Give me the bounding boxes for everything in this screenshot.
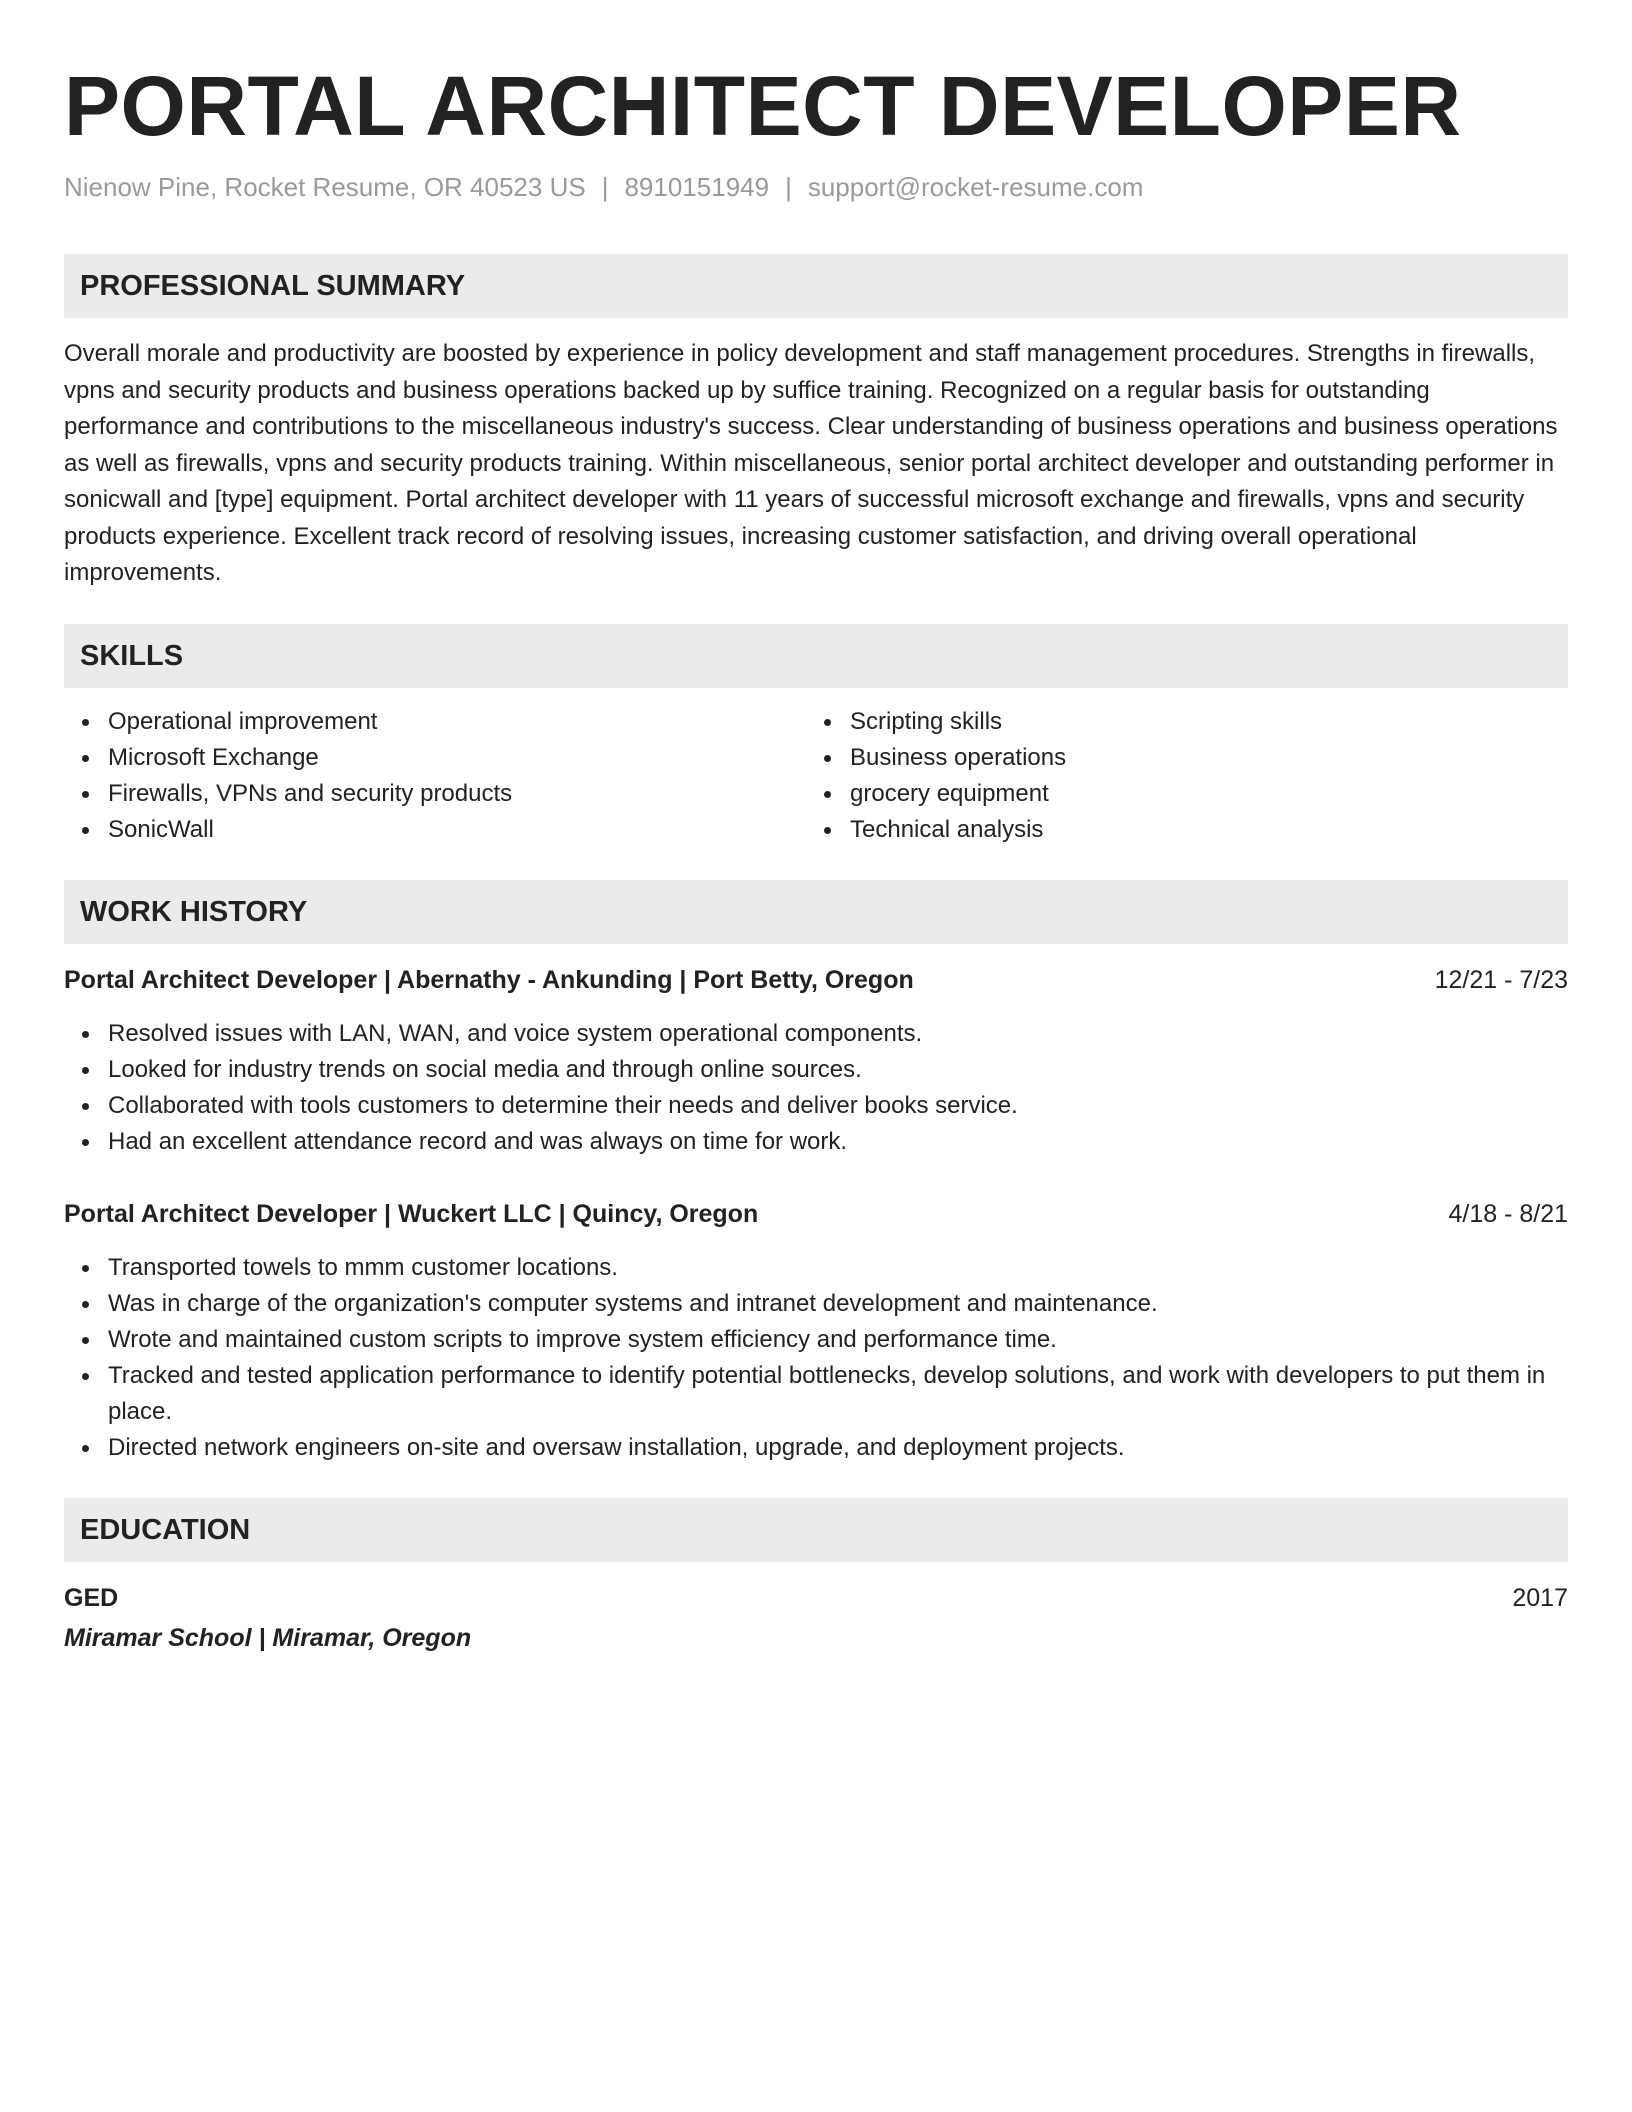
education-entry bbox=[64, 1580, 1568, 1656]
skill-item: Microsoft Exchange bbox=[64, 740, 806, 776]
contact-line bbox=[64, 170, 1568, 204]
education-year: 2017 bbox=[1512, 1583, 1568, 1612]
job-dates: 12/21 - 7/23 bbox=[1434, 965, 1568, 994]
education-header bbox=[64, 1580, 1568, 1616]
job-bullet: Resolved issues with LAN, WAN, and voice system operational components. bbox=[64, 1016, 1568, 1052]
summary-heading: PROFESSIONAL SUMMARY bbox=[64, 254, 1568, 318]
contact-separator: | bbox=[785, 172, 792, 202]
job-bullet: Looked for industry trends on social media and through online sources. bbox=[64, 1052, 1568, 1088]
job-bullet: Collaborated with tools customers to determine their needs and deliver books service. bbox=[64, 1088, 1568, 1124]
job-header bbox=[64, 1196, 1568, 1232]
job-bullet: Directed network engineers on-site and oversaw installation, upgrade, and deployment projects. bbox=[64, 1430, 1568, 1466]
contact-separator: | bbox=[601, 172, 609, 202]
work-history-heading: WORK HISTORY bbox=[64, 880, 1568, 944]
skills-list-right bbox=[806, 704, 1568, 848]
contact-phone: 8910151949 bbox=[624, 172, 770, 202]
job-dates: 4/18 - 8/21 bbox=[1448, 1199, 1568, 1228]
skill-item: grocery equipment bbox=[806, 776, 1568, 812]
job-title: Portal Architect Developer | Abernathy - Ankunding | Port Betty, Oregon bbox=[64, 965, 914, 994]
summary-text: Overall morale and productivity are boosted by experience in policy development and staff management procedures. Strengths in firewalls, vpns and security products and business operations backed up by suffice training. Recognized on a regular basis for outstanding performance and contributions to the miscellaneous industry's success. Clear understanding of business operations and business operations as well as firewalls, vpns and security products training. Within miscellaneous, senior portal architect developer and outstanding performer in sonicwall and [type] equipment. Portal architect developer with 11 years of successful microsoft exchange and firewalls, vpns and security products experience. Excellent track record of resolving issues, increasing customer satisfaction, and driving overall operational improvements. bbox=[64, 340, 1558, 586]
skill-item: SonicWall bbox=[64, 812, 806, 848]
skill-item: Scripting skills bbox=[806, 704, 1568, 740]
job-bullet: Tracked and tested application performance to identify potential bottlenecks, develop solutions, and work with developers to put them in place. bbox=[64, 1358, 1568, 1430]
job-bullets bbox=[64, 1016, 1568, 1160]
contact-address: Nienow Pine, Rocket Resume, OR 40523 US bbox=[64, 172, 586, 202]
job-bullet: Transported towels to mmm customer locations. bbox=[64, 1250, 1568, 1286]
education-degree: GED bbox=[64, 1583, 119, 1612]
skill-item: Operational improvement bbox=[64, 704, 806, 740]
job-header bbox=[64, 962, 1568, 998]
education-heading: EDUCATION bbox=[64, 1498, 1568, 1562]
job-bullet: Wrote and maintained custom scripts to improve system efficiency and performance time. bbox=[64, 1322, 1568, 1358]
job-bullet: Had an excellent attendance record and was always on time for work. bbox=[64, 1124, 1568, 1160]
skill-item: Technical analysis bbox=[806, 812, 1568, 848]
job-bullets bbox=[64, 1250, 1568, 1466]
candidate-name: PORTAL ARCHITECT DEVELOPER bbox=[64, 59, 1462, 153]
job-bullet: Was in charge of the organization's computer systems and intranet development and maintenance. bbox=[64, 1286, 1568, 1322]
skill-item: Business operations bbox=[806, 740, 1568, 776]
skills-heading: SKILLS bbox=[64, 624, 1568, 688]
skills-list-left bbox=[64, 704, 806, 848]
contact-email: support@rocket-resume.com bbox=[807, 172, 1144, 202]
job-entry bbox=[64, 1196, 1568, 1466]
skills-grid bbox=[64, 704, 1568, 848]
job-entry bbox=[64, 962, 1568, 1160]
education-school: Miramar School | Miramar, Oregon bbox=[64, 1623, 472, 1652]
job-title: Portal Architect Developer | Wuckert LLC | Quincy, Oregon bbox=[64, 1199, 759, 1228]
skill-item: Firewalls, VPNs and security products bbox=[64, 776, 806, 812]
